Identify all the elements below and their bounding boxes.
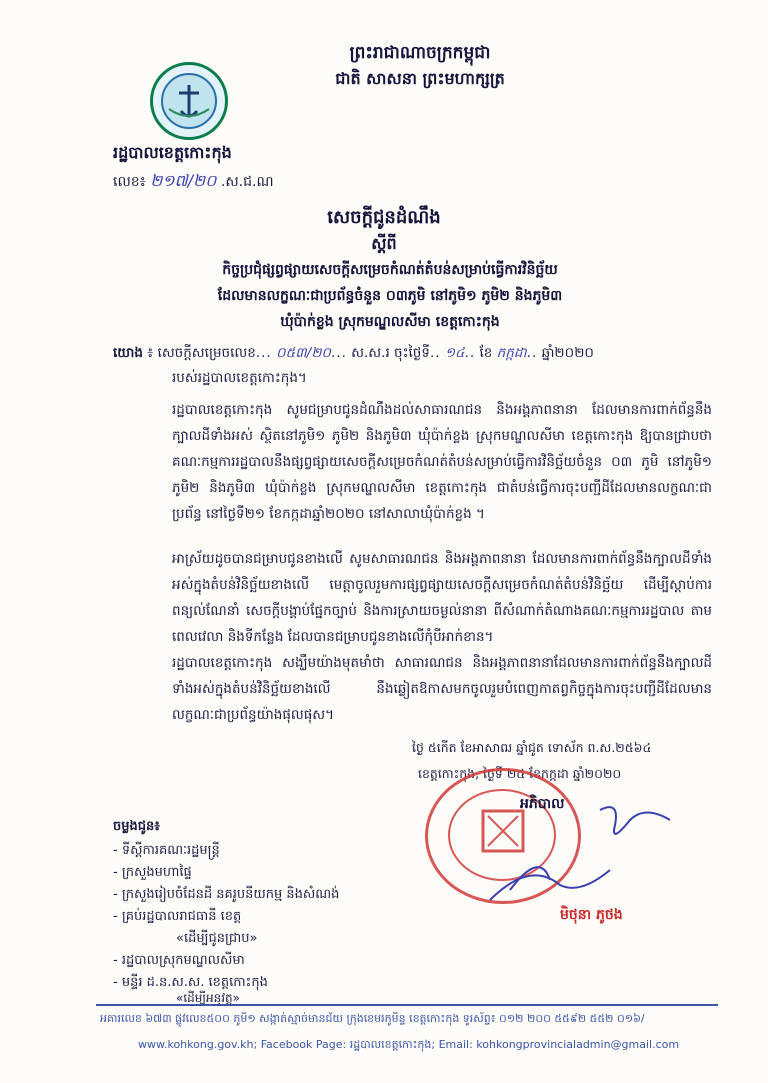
footer-divider — [96, 1004, 718, 1006]
handwritten-signature — [470, 790, 710, 910]
document-title: សេចក្ដីជូនដំណឹង — [327, 207, 441, 228]
motto-heading: ជាតិ សាសនា ព្រះមហាក្សត្រ — [335, 69, 505, 88]
reference-number: ០៥៣/២០ — [276, 345, 331, 361]
kingdom-heading: ព្រះរាជាណាចក្រកម្ពុជា — [349, 43, 491, 63]
reference-year: ឆ្នាំ២០២០ — [541, 345, 594, 361]
reference-month-label: ខែ — [479, 345, 493, 361]
footer-address: អគារលេខ ៦៧៣ ផ្លូវលេខ៥០០ ភូមិ១ សង្កាត់ស្មាច់មានជ័យ ក្រុងខេមរភូមិន្ទ ខេត្តកោះកុង ទូរស័ព្ទ៖ ០១២ ២០០ ៥៥៩២ ៥៥២ ០១៦/ — [100, 1012, 645, 1025]
emblem-icon — [159, 71, 219, 131]
reference-line: យោង ៖ សេចក្ដីសម្រេចលេខ... ០៥៣/២០... ស.ស.រ ចុះថ្ងៃទី.. ១៤.. ខែ កក្កដា.. ឆ្នាំ២០២០ — [113, 345, 594, 361]
body-paragraph-3: រដ្ឋបាលខេត្តកោះកុង សង្ឃឹមយ៉ាងមុតមាំថា សាធារណជន និងអង្គភាពនានាដែលមានការពាក់ព័ន្ធនឹងក្បាលដីទាំងអស់ក្នុងតំបន់វិនិច្ឆ័យខាងលើ នឹងឆ្លៀតឱកាសមកចូលរួមបំពេញកាតព្វកិច្ចក្នុងការចុះបញ្ជីដីដែលមានលក្ខណៈជាប្រព័ន្ធយ៉ាងផុលផុស។ — [172, 655, 712, 723]
reference-day: ១៤ — [444, 345, 465, 361]
authority-name: រដ្ឋបាលខេត្តកោះកុង — [113, 143, 232, 162]
body-paragraph-1: រដ្ឋបាលខេត្តកោះកុង សូមជម្រាបជូនដំណឹងដល់សាធារណជន និងអង្គភាពនានា ដែលមានការពាក់ព័ន្ធនឹងក្បាលដីទាំងអស់ ស្ថិតនៅភូមិ១ ភូមិ២ និងភូមិ៣ ឃុំប៉ាក់ខ្លង ស្រុកមណ្ឌលសីមា ខេត្តកោះកុង ឱ្យបានជ្រាបថា គណៈកម្មការរដ្ឋបាលនឹងផ្សព្វផ្សាយសេចក្ដីសម្រេចកំណត់តំបន់សម្រាប់ធ្វើការវិនិច្ឆ័យចំនួន ០៣ ភូមិ នៅភូមិ១ ភូមិ២ និងភូមិ៣ ឃុំប៉ាក់ខ្លង ស្រុកមណ្ឌលសីមា ខេត្តកោះកុង ជាតំបន់ធ្វើការចុះបញ្ជីដីដែលមានលក្ខណៈជាប្រព័ន្ធ នៅថ្ងៃទី២១ ខែកក្កដាឆ្នាំ២០២០ នៅសាលាឃុំប៉ាក់ខ្លង ។ — [172, 402, 712, 522]
title-subject-line3: ឃុំប៉ាក់ខ្លង ស្រុកមណ្ឌលសីមា ខេត្តកោះកុង — [280, 314, 500, 330]
distribution-note-2: «ដើម្បីអនុវត្ត» — [176, 991, 240, 1005]
solar-date: ខេត្តកោះកុង, ថ្ងៃទី ២៤ ខែកក្កដា ឆ្នាំ២០២០ — [418, 766, 622, 781]
reference-text-b: ស.ស.រ ចុះថ្ងៃទី — [351, 345, 430, 361]
reference-text-a: សេចក្ដីសម្រេចលេខ — [157, 345, 256, 361]
distribution-item: - គ្រប់រដ្ឋបាលរាជធានី ខេត្ត — [113, 909, 242, 924]
distribution-note: «ដើម្បីជូនជ្រាប» — [176, 931, 258, 946]
ref-prefix: លេខ៖ — [113, 174, 146, 190]
signatory-role: អភិបាល — [520, 796, 565, 812]
title-subject-line1: កិច្ចប្រជុំផ្សព្វផ្សាយសេចក្ដីសម្រេចកំណត់តំបន់សម្រាប់ធ្វើការវិនិច្ឆ័យ — [222, 262, 558, 278]
reference-number-line — [113, 170, 274, 194]
title-subject-line2: ដែលមានលក្ខណៈជាប្រព័ន្ធចំនួន ០៣ភូមិ នៅភូមិ១ ភូមិ២ និងភូមិ៣ — [217, 288, 563, 304]
body-paragraph-2: អាស្រ័យដូចបានជម្រាបជូនខាងលើ សូមសាធារណជន និងអង្គភាពនានា ដែលមានការពាក់ព័ន្ធនឹងក្បាលដីទាំងអស់ក្នុងតំបន់វិនិច្ឆ័យខាងលើ មេត្តាចូលរួមការផ្សព្វផ្សាយសេចក្ដីសម្រេចកំណត់តំបន់វិនិច្ឆ័យ ដើម្បីស្ដាប់ការពន្យល់ណែនាំ សេចក្ដីបង្គាប់ផ្នែកច្បាប់ និងការស្រាយចម្ងល់នានា ពីសំណាក់តំណាងគណៈកម្មការរដ្ឋបាល តាមពេលវេលា និងទីកន្លែង ដែលបានជម្រាបជូនខាងលើកុំបីអាក់ខាន។ — [172, 551, 712, 645]
distribution-item: - រដ្ឋបាលស្រុកមណ្ឌលសីមា — [113, 953, 245, 968]
distribution-item: - ទីស្ដីការគណៈរដ្ឋមន្ត្រី — [113, 843, 220, 858]
distribution-item: - មន្ទីរ ដ.ន.ស.ស. ខេត្តកោះកុង — [113, 975, 268, 990]
distribution-item: - ក្រសួងរៀបចំដែនដី នគរូបនីយកម្ម និងសំណង់ — [113, 887, 340, 902]
province-logo-icon — [150, 62, 228, 140]
lunar-date: ថ្ងៃ ៥កើត ខែអាសាឍ ឆ្នាំជូត ទោស័ក ព.ស.២៥៦៤ — [412, 740, 652, 755]
ref-number: ២១៧/២០ — [150, 171, 217, 190]
signatory-name: មិថុនា ភូថង — [560, 907, 623, 923]
ref-suffix: .ស.ជ.ណ — [220, 174, 274, 190]
reference-label: យោង — [113, 345, 143, 361]
footer-contact: www.kohkong.gov.kh; Facebook Page: រដ្ឋបាលខេត្តកោះកុង; Email: kohkongprovincialadmin@gmail.com — [138, 1038, 680, 1051]
reference-line-2: របស់រដ្ឋបាលខេត្តកោះកុង។ — [172, 370, 307, 386]
reference-colon: ៖ — [147, 345, 154, 361]
title-subject-label: ស្ដីពី — [371, 234, 397, 253]
reference-month: កក្កដា — [496, 345, 527, 361]
distribution-item: - ក្រសួងមហាផ្ទៃ — [113, 865, 192, 880]
distribution-heading: ចម្លងជូន៖ — [113, 819, 160, 834]
